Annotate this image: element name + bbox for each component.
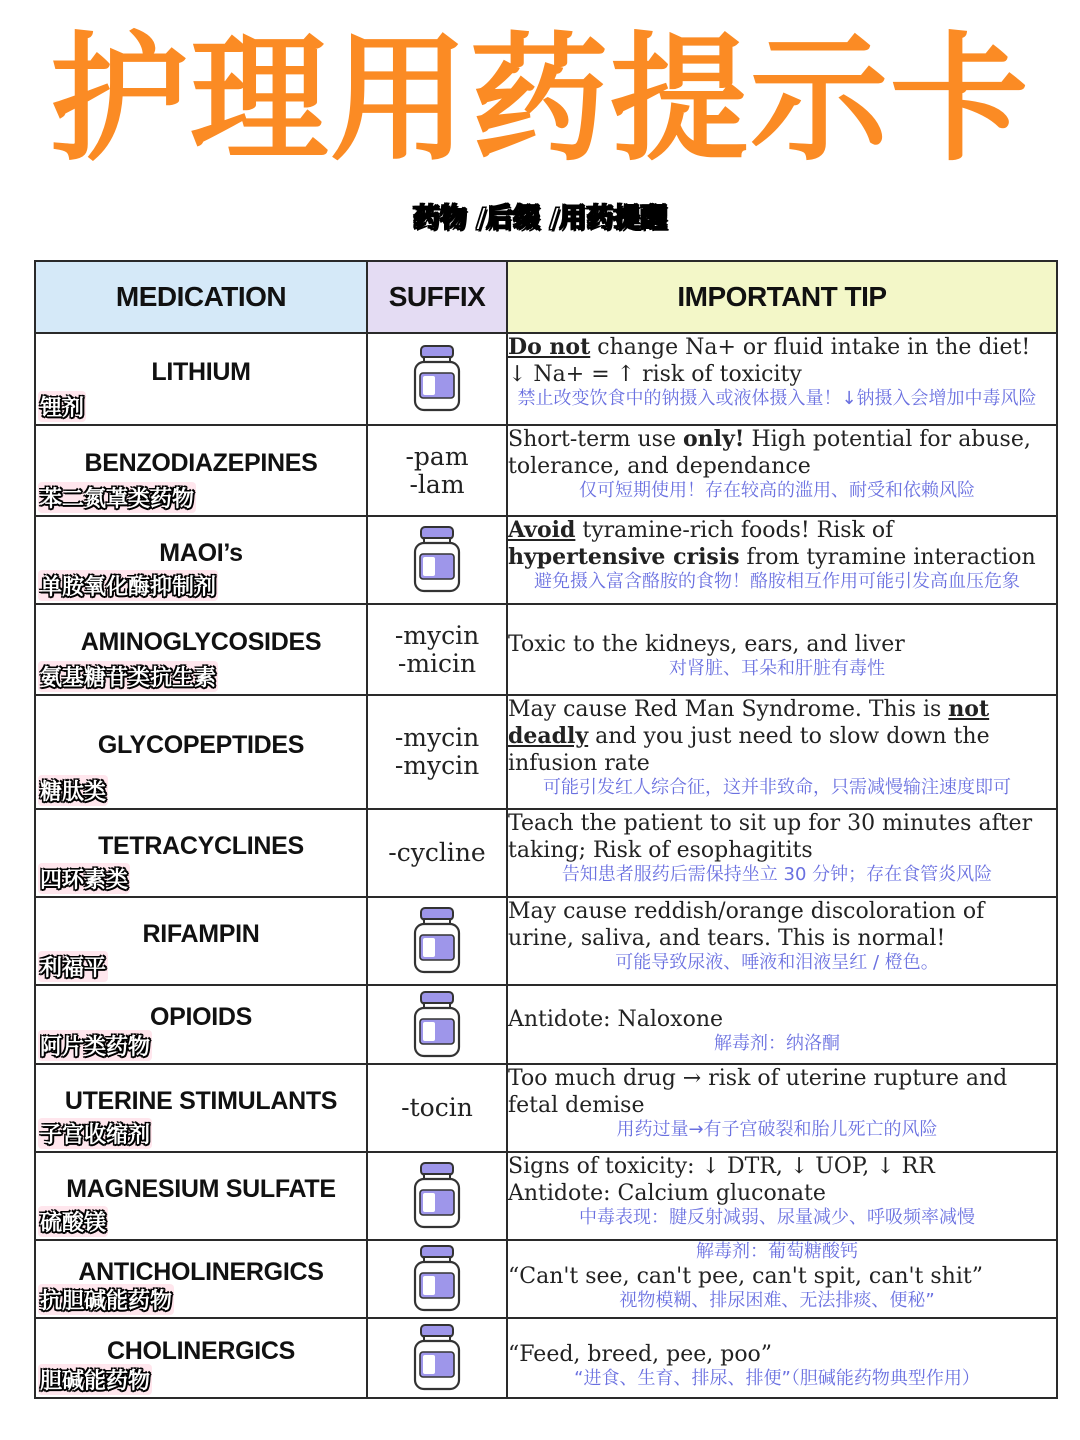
tip-english xyxy=(508,898,1056,952)
medication-name: OPIOIDS xyxy=(149,1003,253,1031)
medication-cell xyxy=(35,809,367,897)
tip-chinese: 告知患者服药后需保持坐立 30 分钟；存在食管炎风险 xyxy=(561,864,993,885)
medication-name: GLYCOPEPTIDES xyxy=(97,730,305,759)
medication-cell xyxy=(35,985,367,1064)
tip-emphasis: Do not xyxy=(508,334,591,360)
medication-name-chinese: 抗胆碱能药物 xyxy=(38,1284,174,1315)
header-important-tip: IMPORTANT TIP xyxy=(507,261,1057,333)
important-tip-cell xyxy=(507,985,1057,1064)
tip-chinese: 中毒表现：腱反射减弱、尿量减少、呼吸频率减慢 xyxy=(579,1207,975,1228)
tip-text: “Can't see, can't pee, can't spit, can't shit” xyxy=(508,1264,983,1289)
medication-cell xyxy=(35,516,367,604)
medication-name-chinese: 利福平 xyxy=(38,951,108,982)
tip-english xyxy=(508,1263,1056,1290)
medication-name: TETRACYCLINES xyxy=(98,831,304,860)
table-row xyxy=(35,897,1057,985)
tip-english xyxy=(508,631,1056,658)
table-row xyxy=(35,425,1057,516)
medication-cell xyxy=(35,695,367,809)
tip-chinese: 对肾脏、耳朵和肝脏有毒性 xyxy=(669,658,885,679)
medication-name-chinese: 阿片类药物 xyxy=(38,1030,152,1061)
table-row xyxy=(35,985,1057,1064)
page-title: 护理用药提示卡 xyxy=(49,19,1030,180)
medication-name: CHOLINERGICS xyxy=(106,1336,296,1365)
important-tip-cell xyxy=(507,333,1057,425)
suffix-cell xyxy=(367,425,507,516)
medication-name: BENZODIAZEPINES xyxy=(84,449,318,477)
tip-text: Short-term use xyxy=(508,427,683,452)
table-row xyxy=(35,809,1057,897)
medication-cell xyxy=(35,1240,367,1318)
tip-chinese: 可能导致尿液、唾液和泪液呈红 / 橙色。 xyxy=(615,952,939,973)
bottle-icon xyxy=(412,525,462,595)
important-tip-cell xyxy=(507,1064,1057,1152)
important-tip-cell xyxy=(507,425,1057,516)
important-tip-cell xyxy=(507,516,1057,604)
important-tip-cell xyxy=(507,1240,1057,1318)
table-row xyxy=(35,695,1057,809)
page-subtitle: 药物 /后缀 /用药提醒 xyxy=(412,203,668,234)
suffix-cell xyxy=(367,604,507,695)
tip-chinese: 解毒剂：纳洛酮 xyxy=(714,1033,840,1054)
tip-english xyxy=(508,1065,1056,1119)
table-row xyxy=(35,1152,1057,1240)
medication-cell xyxy=(35,897,367,985)
medication-cell xyxy=(35,604,367,695)
bottle-icon xyxy=(412,1323,462,1393)
medication-cell xyxy=(35,1152,367,1240)
tip-chinese: 可能引发红人综合征，这并非致命，只需减慢输注速度即可 xyxy=(543,777,1011,798)
medication-name: MAGNESIUM SULFATE xyxy=(66,1174,336,1203)
tip-text: Too much drug → risk of uterine rupture and fetal demise xyxy=(508,1066,1008,1118)
tip-chinese: 禁止改变饮食中的钠摄入或液体摄入量！↓钠摄入会增加中毒风险 xyxy=(517,388,1037,409)
tip-text: “Feed, breed, pee, poo” xyxy=(508,1342,773,1367)
medication-name-chinese: 胆碱能药物 xyxy=(38,1364,152,1395)
tip-text: May cause Red Man Syndrome. This is xyxy=(508,697,949,722)
table-header-row xyxy=(35,261,1057,333)
tip-text: tyramine-rich foods! Risk of xyxy=(575,518,894,543)
medication-name-chinese: 子宫收缩剂 xyxy=(38,1118,152,1149)
medication-name-chinese: 锂剂 xyxy=(38,391,86,422)
bottle-icon xyxy=(412,906,462,976)
tip-emphasis: hypertensive crisis xyxy=(508,544,740,570)
header-suffix: SUFFIX xyxy=(367,261,507,333)
important-tip-cell xyxy=(507,695,1057,809)
medication-name-chinese: 苯二氮䓬类药物 xyxy=(38,482,196,513)
suffix-text: -cycline xyxy=(388,838,486,867)
tip-english xyxy=(508,1006,1056,1033)
table-row xyxy=(35,333,1057,425)
medication-cell xyxy=(35,1064,367,1152)
tip-emphasis: not deadly xyxy=(508,696,990,749)
medication-name-chinese: 氨基糖苷类抗生素 xyxy=(38,661,218,692)
tip-emphasis: only! xyxy=(682,426,745,452)
medication-cell xyxy=(35,333,367,425)
tip-text: and you just need to slow down the infusion rate xyxy=(508,724,990,776)
tip-chinese: 用药过量→有子宫破裂和胎儿死亡的风险 xyxy=(616,1119,938,1140)
bottle-icon xyxy=(412,344,462,414)
tip-text: Toxic to the kidneys, ears, and liver xyxy=(508,632,905,657)
medication-name: AMINOGLYCOSIDES xyxy=(80,628,322,656)
tip-emphasis: Avoid xyxy=(508,517,576,543)
tip-english xyxy=(508,517,1056,571)
tip-english xyxy=(508,334,1056,388)
important-tip-cell xyxy=(507,897,1057,985)
medication-name: ANTICHOLINERGICS xyxy=(78,1257,324,1286)
tip-text: May cause reddish/orange discoloration of urine, saliva, and tears. This is normal! xyxy=(508,899,985,951)
bottle-icon xyxy=(412,1244,462,1314)
important-tip-cell xyxy=(507,1152,1057,1240)
table-row xyxy=(35,1240,1057,1318)
table-row xyxy=(35,516,1057,604)
tip-english xyxy=(508,1341,1056,1368)
suffix-text: -tocin xyxy=(401,1093,473,1122)
header-medication: MEDICATION xyxy=(35,261,367,333)
medication-name: RIFAMPIN xyxy=(142,919,260,948)
suffix-cell xyxy=(367,333,507,425)
tip-text: Signs of toxicity: ↓ DTR, ↓ UOP, ↓ RR Antidote: Calcium gluconate xyxy=(508,1154,935,1206)
tip-english xyxy=(508,1153,1056,1207)
medication-table xyxy=(34,260,1058,1399)
bottle-icon xyxy=(412,990,462,1060)
suffix-text: -mycin -micin xyxy=(394,620,480,678)
tip-chinese: 仅可短期使用！存在较高的滥用、耐受和依赖风险 xyxy=(579,480,975,501)
table-row xyxy=(35,1064,1057,1152)
medication-name: MAOI’s xyxy=(159,538,243,567)
medication-cell xyxy=(35,1318,367,1398)
important-tip-cell xyxy=(507,809,1057,897)
tip-text: change Na+ or fluid intake in the diet! ↓ Na+ = ↑ risk of toxicity xyxy=(508,335,1031,387)
tip-chinese: “进食、生育、排尿、排便”（胆碱能药物典型作用） xyxy=(574,1368,980,1389)
tip-text: Antidote: Naloxone xyxy=(508,1007,724,1032)
tip-english xyxy=(508,810,1056,864)
tip-english xyxy=(508,696,1056,777)
important-tip-cell xyxy=(507,1318,1057,1398)
medication-name-chinese: 硫酸镁 xyxy=(38,1206,108,1237)
tip-chinese: 避免摄入富含酪胺的食物！酪胺相互作用可能引发高血压危象 xyxy=(534,571,1020,592)
tip-chinese-antidote: 解毒剂：葡萄糖酸钙 xyxy=(696,1241,858,1262)
medication-name: UTERINE STIMULANTS xyxy=(64,1086,338,1115)
tip-text: from tyramine interaction xyxy=(739,545,1036,570)
medication-cell xyxy=(35,425,367,516)
suffix-text: -mycin -mycin xyxy=(394,723,480,780)
tip-text: Teach the patient to sit up for 30 minutes after taking; Risk of esophagitits xyxy=(508,811,1033,863)
suffix-text: -pam -lam xyxy=(405,441,469,499)
table-row xyxy=(35,604,1057,695)
medication-name: LITHIUM xyxy=(151,357,251,386)
table-row xyxy=(35,1318,1057,1398)
medication-name-chinese: 糖肽类 xyxy=(38,775,108,806)
tip-text: High potential for abuse, tolerance, and dependance xyxy=(508,427,1031,479)
bottle-icon xyxy=(412,1161,462,1231)
important-tip-cell xyxy=(507,604,1057,695)
tip-english xyxy=(508,426,1056,480)
medication-name-chinese: 四环素类 xyxy=(38,863,130,894)
medication-name-chinese: 单胺氧化酶抑制剂 xyxy=(38,570,218,601)
tip-chinese: 视物模糊、排尿困难、无法排痰、便秘” xyxy=(619,1290,935,1311)
